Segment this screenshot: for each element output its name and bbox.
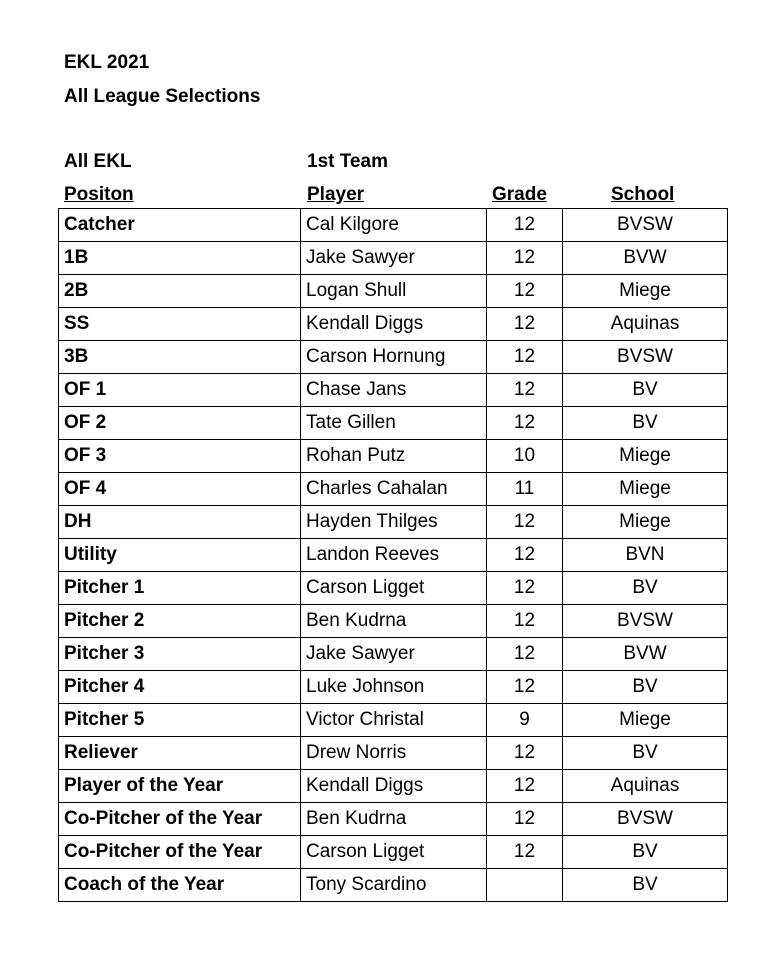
player-cell: Charles Cahalan <box>301 473 487 506</box>
table-row <box>59 275 728 308</box>
school-cell: BV <box>563 572 728 605</box>
position-cell: Player of the Year <box>59 770 301 803</box>
column-header-grade: Grade <box>492 184 547 205</box>
grade-cell: 12 <box>487 506 563 539</box>
position-cell: Pitcher 1 <box>59 572 301 605</box>
player-cell: Kendall Diggs <box>301 770 487 803</box>
school-cell: BVW <box>563 242 728 275</box>
position-cell: Pitcher 2 <box>59 605 301 638</box>
grade-cell: 12 <box>487 803 563 836</box>
position-cell: Catcher <box>59 209 301 242</box>
player-cell: Jake Sawyer <box>301 638 487 671</box>
school-cell: BVSW <box>563 341 728 374</box>
team-label: 1st Team <box>307 151 388 172</box>
school-cell: BVW <box>563 638 728 671</box>
school-cell: BVN <box>563 539 728 572</box>
grade-cell: 12 <box>487 671 563 704</box>
school-cell: Miege <box>563 473 728 506</box>
school-cell: BV <box>563 869 728 902</box>
table-row <box>59 308 728 341</box>
table-row <box>59 242 728 275</box>
document-title: EKL 2021 <box>64 52 150 73</box>
column-header-player: Player <box>307 184 365 205</box>
school-cell: BV <box>563 836 728 869</box>
table-row <box>59 209 728 242</box>
school-cell: Aquinas <box>563 308 728 341</box>
school-cell: BV <box>563 374 728 407</box>
player-cell: Rohan Putz <box>301 440 487 473</box>
player-cell: Kendall Diggs <box>301 308 487 341</box>
player-cell: Logan Shull <box>301 275 487 308</box>
table-row <box>59 704 728 737</box>
grade-cell: 12 <box>487 209 563 242</box>
table-row <box>59 374 728 407</box>
grade-cell: 12 <box>487 242 563 275</box>
player-cell: Landon Reeves <box>301 539 487 572</box>
table-row <box>59 506 728 539</box>
grade-cell: 12 <box>487 572 563 605</box>
selections-table-body <box>59 209 728 902</box>
school-cell: Miege <box>563 440 728 473</box>
column-header-school: School <box>611 184 675 205</box>
table-row <box>59 638 728 671</box>
position-cell: SS <box>59 308 301 341</box>
player-cell: Tony Scardino <box>301 869 487 902</box>
position-cell: OF 3 <box>59 440 301 473</box>
table-row <box>59 440 728 473</box>
table-row <box>59 572 728 605</box>
table-row <box>59 869 728 902</box>
grade-cell: 12 <box>487 836 563 869</box>
position-cell: 1B <box>59 242 301 275</box>
grade-cell <box>487 869 563 902</box>
table-row <box>59 539 728 572</box>
selections-table <box>58 208 728 902</box>
table-row <box>59 341 728 374</box>
player-cell: Ben Kudrna <box>301 803 487 836</box>
school-cell: BV <box>563 407 728 440</box>
position-cell: DH <box>59 506 301 539</box>
position-cell: OF 4 <box>59 473 301 506</box>
position-cell: Utility <box>59 539 301 572</box>
column-header-position: Positon <box>64 184 134 205</box>
position-cell: 3B <box>59 341 301 374</box>
school-cell: BVSW <box>563 605 728 638</box>
grade-cell: 12 <box>487 638 563 671</box>
position-cell: OF 2 <box>59 407 301 440</box>
grade-cell: 10 <box>487 440 563 473</box>
grade-cell: 9 <box>487 704 563 737</box>
grade-cell: 12 <box>487 275 563 308</box>
grade-cell: 12 <box>487 737 563 770</box>
position-cell: Pitcher 5 <box>59 704 301 737</box>
player-cell: Tate Gillen <box>301 407 487 440</box>
table-row <box>59 605 728 638</box>
player-cell: Victor Christal <box>301 704 487 737</box>
school-cell: BVSW <box>563 209 728 242</box>
player-cell: Chase Jans <box>301 374 487 407</box>
player-cell: Cal Kilgore <box>301 209 487 242</box>
position-cell: Pitcher 3 <box>59 638 301 671</box>
position-cell: 2B <box>59 275 301 308</box>
player-cell: Carson Ligget <box>301 572 487 605</box>
grade-cell: 12 <box>487 539 563 572</box>
document-subtitle: All League Selections <box>64 86 261 107</box>
player-cell: Drew Norris <box>301 737 487 770</box>
table-row <box>59 770 728 803</box>
table-row <box>59 836 728 869</box>
grade-cell: 12 <box>487 770 563 803</box>
grade-cell: 12 <box>487 341 563 374</box>
grade-cell: 12 <box>487 308 563 341</box>
table-row <box>59 473 728 506</box>
school-cell: BV <box>563 737 728 770</box>
section-label: All EKL <box>64 151 132 172</box>
school-cell: BV <box>563 671 728 704</box>
school-cell: Aquinas <box>563 770 728 803</box>
table-row <box>59 803 728 836</box>
player-cell: Jake Sawyer <box>301 242 487 275</box>
table-row <box>59 407 728 440</box>
school-cell: Miege <box>563 506 728 539</box>
position-cell: OF 1 <box>59 374 301 407</box>
school-cell: BVSW <box>563 803 728 836</box>
table-row <box>59 737 728 770</box>
table-row <box>59 671 728 704</box>
position-cell: Co-Pitcher of the Year <box>59 836 301 869</box>
grade-cell: 12 <box>487 374 563 407</box>
player-cell: Carson Ligget <box>301 836 487 869</box>
school-cell: Miege <box>563 275 728 308</box>
player-cell: Luke Johnson <box>301 671 487 704</box>
position-cell: Co-Pitcher of the Year <box>59 803 301 836</box>
school-cell: Miege <box>563 704 728 737</box>
player-cell: Carson Hornung <box>301 341 487 374</box>
position-cell: Pitcher 4 <box>59 671 301 704</box>
grade-cell: 12 <box>487 407 563 440</box>
player-cell: Hayden Thilges <box>301 506 487 539</box>
player-cell: Ben Kudrna <box>301 605 487 638</box>
position-cell: Coach of the Year <box>59 869 301 902</box>
grade-cell: 12 <box>487 605 563 638</box>
position-cell: Reliever <box>59 737 301 770</box>
grade-cell: 11 <box>487 473 563 506</box>
